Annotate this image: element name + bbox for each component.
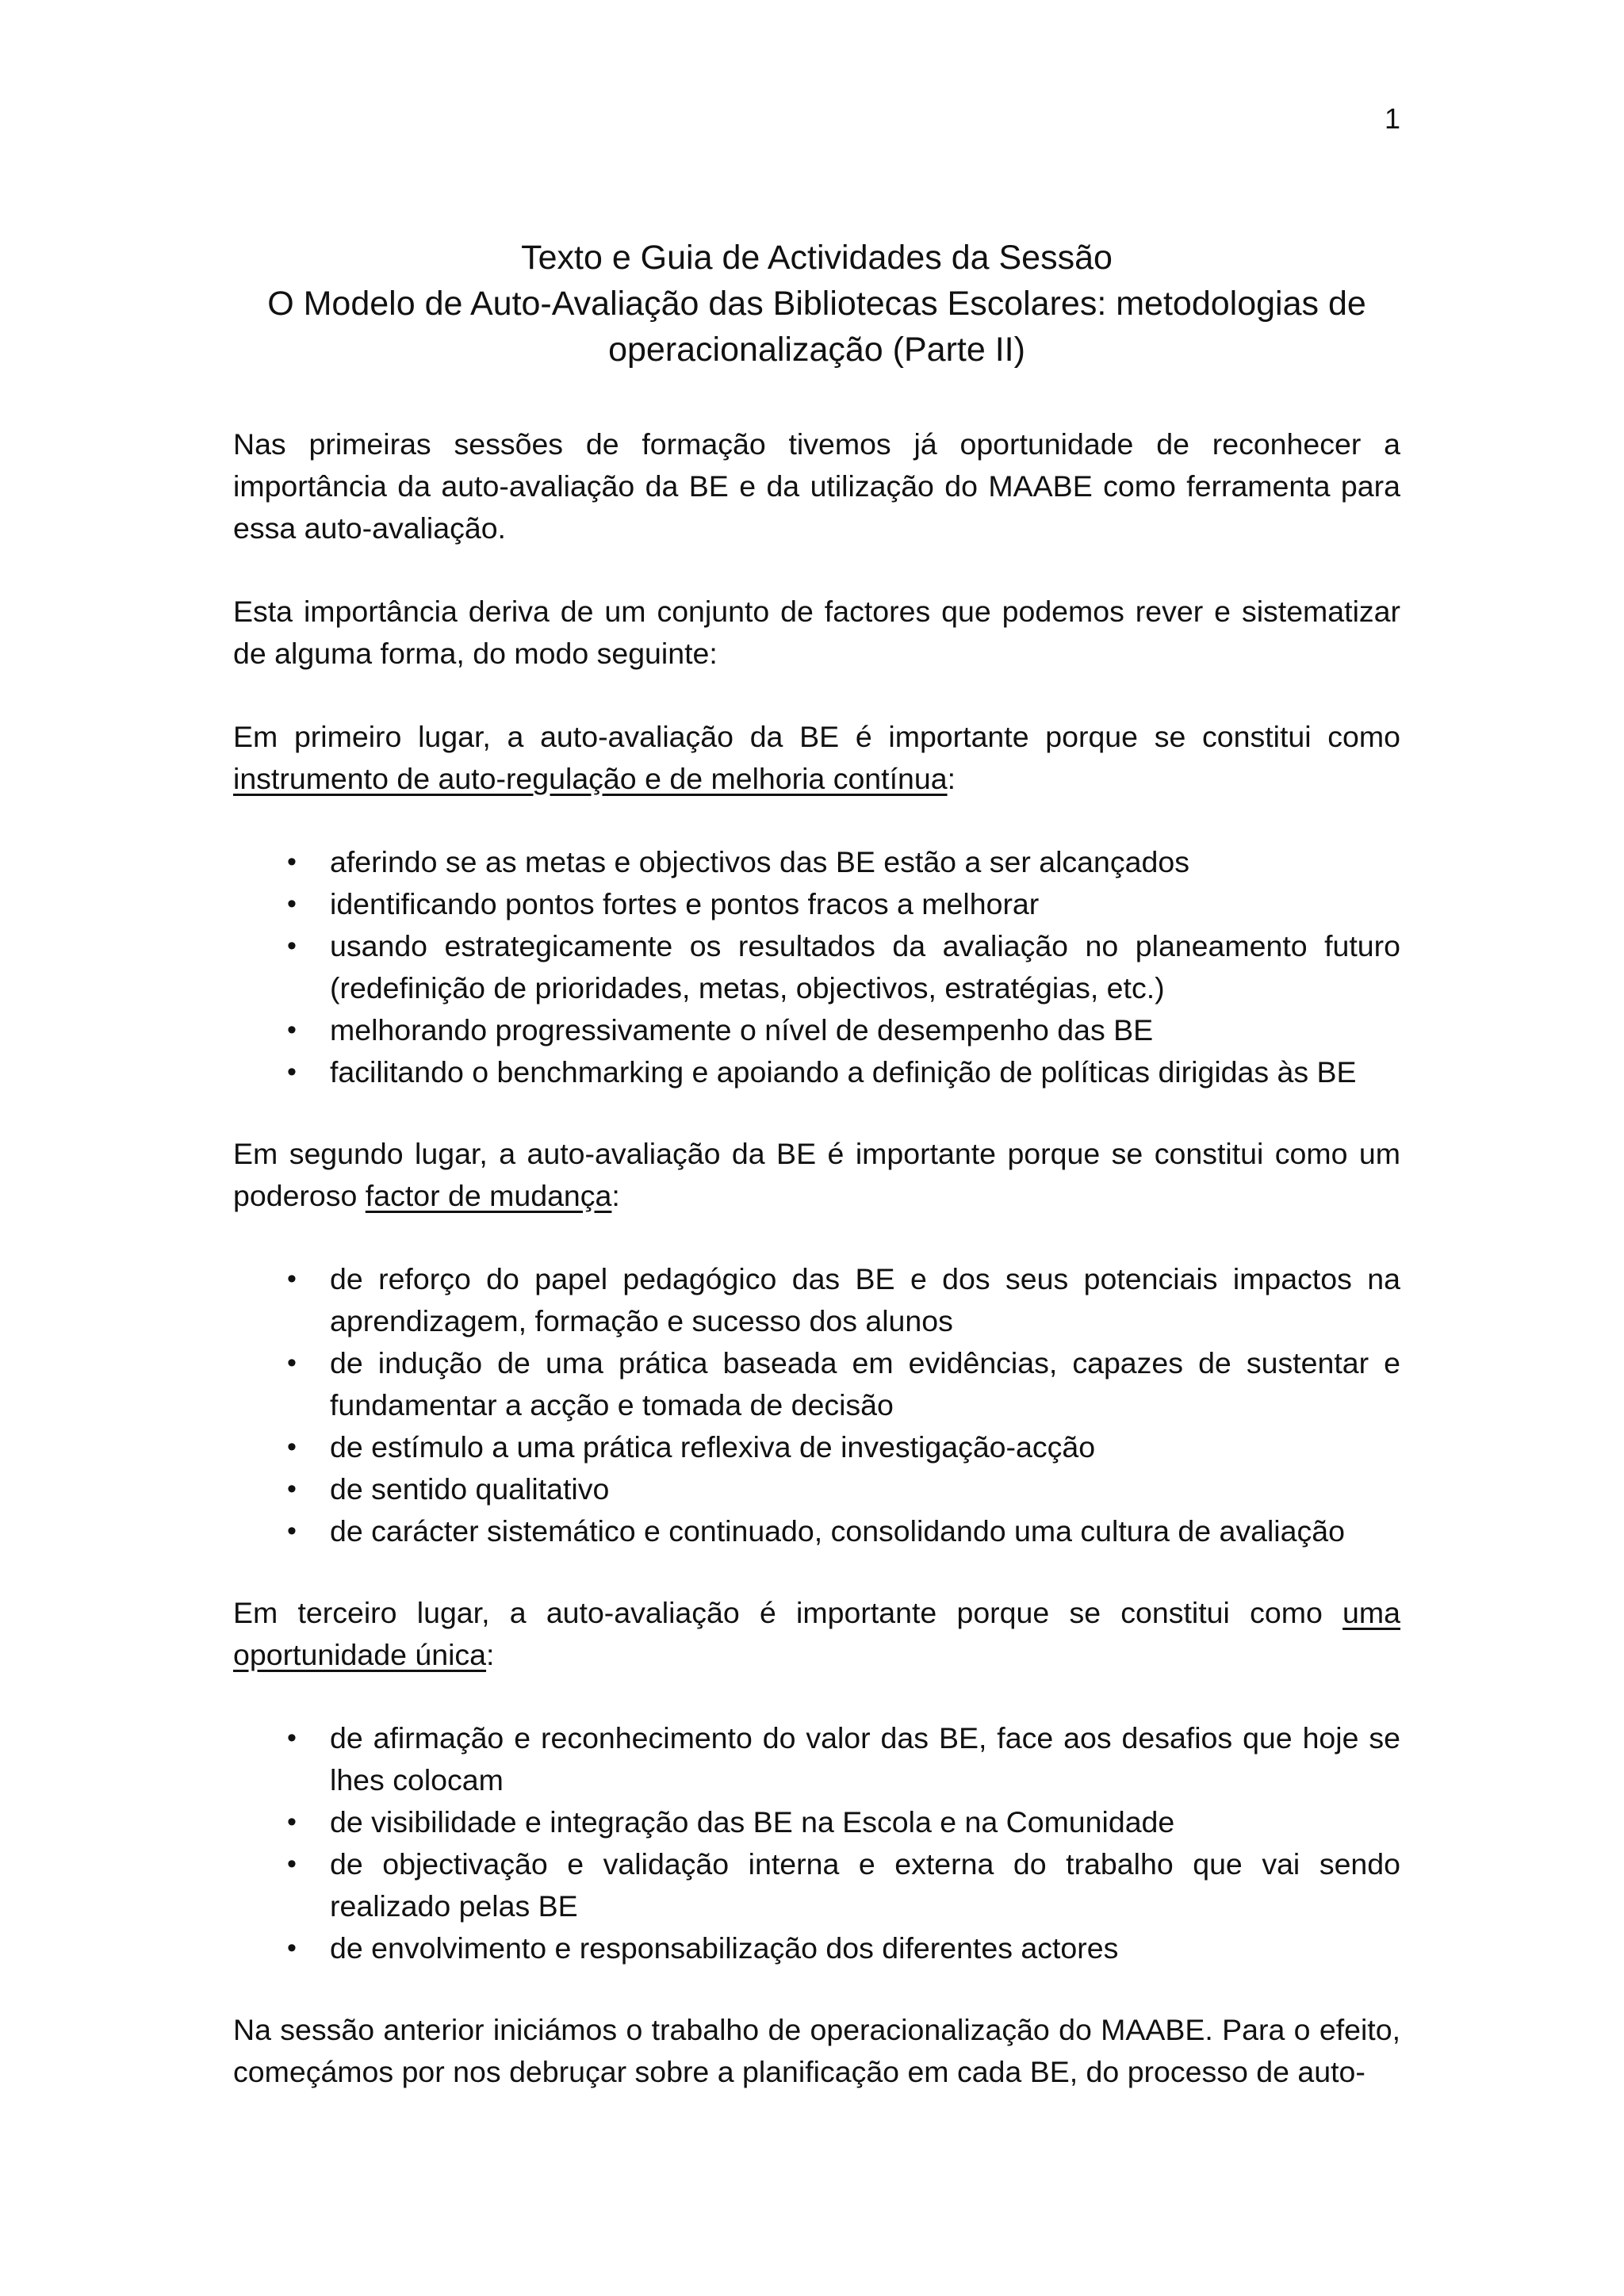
title-line-2: O Modelo de Auto-Avaliação das Bibliotecas Escolares: metodologias de <box>267 285 1366 323</box>
list-item-text: de estímulo a uma prática reflexiva de investigação-acção <box>330 1430 1096 1464</box>
list-item <box>233 841 1400 883</box>
list-item-text: usando estrategicamente os resultados da avaliação no planeamento futuro (redefinição de prioridades, metas, objectivos, estratégias, etc.) <box>330 929 1400 1004</box>
list-item <box>233 1468 1400 1510</box>
list-item <box>233 925 1400 1009</box>
second-reason-paragraph <box>233 1133 1400 1217</box>
list-item-text: de sentido qualitativo <box>330 1472 610 1506</box>
list-item-text: de afirmação e reconhecimento do valor das BE, face aos desafios que hoje se lhes colocam <box>330 1721 1400 1797</box>
second-reason-text: Em segundo lugar, a auto-avaliação da BE é importante porque se constitui como um poderoso <box>233 1137 1400 1212</box>
document-body <box>233 235 1400 2093</box>
bullet-icon: • <box>287 1723 297 1753</box>
list-item <box>233 1009 1400 1051</box>
list-item-text: aferindo se as metas e objectivos das BE estão a ser alcançados <box>330 845 1189 878</box>
list-item <box>233 1510 1400 1552</box>
list-item <box>233 1258 1400 1342</box>
third-reason-paragraph <box>233 1592 1400 1676</box>
list-item <box>233 1426 1400 1468</box>
list-item-text: de reforço do papel pedagógico das BE e dos seus potenciais impactos na aprendizagem, formação e sucesso dos alunos <box>330 1262 1400 1337</box>
bullet-list-2 <box>233 1258 1400 1552</box>
bullet-icon: • <box>287 1264 297 1294</box>
title-line-1: Texto e Guia de Actividades da Sessão <box>521 239 1113 277</box>
importance-paragraph: Esta importância deriva de um conjunto de factores que podemos rever e sistematizar de alguma forma, do modo seguinte: <box>233 595 1400 670</box>
bullet-icon: • <box>287 931 297 961</box>
list-item-text: de objectivação e validação interna e externa do trabalho que vai sendo realizado pelas BE <box>330 1847 1400 1923</box>
list-item <box>233 1927 1400 1969</box>
first-reason-paragraph <box>233 716 1400 800</box>
second-reason-colon: : <box>611 1179 620 1212</box>
bullet-icon: • <box>287 847 297 877</box>
title-line-3: operacionalização (Parte II) <box>608 331 1025 369</box>
bullet-list-3 <box>233 1717 1400 1969</box>
list-item-text: identificando pontos fortes e pontos fracos a melhorar <box>330 887 1040 920</box>
list-item-text: de carácter sistemático e continuado, consolidando uma cultura de avaliação <box>330 1514 1345 1548</box>
intro-paragraph: Nas primeiras sessões de formação tivemos já oportunidade de reconhecer a importância da auto-avaliação da BE e da utilização do MAABE como ferramenta para essa auto-avaliação. <box>233 427 1400 545</box>
list-item-text: de indução de uma prática baseada em evidências, capazes de sustentar e fundamentar a acção e tomada de decisão <box>330 1346 1400 1422</box>
page-number: 1 <box>1384 102 1400 135</box>
first-reason-underlined: instrumento de auto-regulação e de melhoria contínua <box>233 762 948 795</box>
list-item <box>233 1801 1400 1843</box>
list-item <box>233 1051 1400 1093</box>
bullet-icon: • <box>287 1807 297 1837</box>
second-reason-underlined: factor de mudança <box>365 1179 612 1212</box>
list-item-text: de envolvimento e responsabilização dos diferentes actores <box>330 1931 1119 1965</box>
list-item <box>233 1342 1400 1426</box>
bullet-list-1 <box>233 841 1400 1093</box>
bullet-icon: • <box>287 889 297 919</box>
bullet-icon: • <box>287 1516 297 1546</box>
list-item-text: facilitando o benchmarking e apoiando a definição de políticas dirigidas às BE <box>330 1055 1357 1089</box>
first-reason-colon: : <box>947 762 956 795</box>
bullet-icon: • <box>287 1849 297 1879</box>
document-title <box>233 235 1400 373</box>
bullet-icon: • <box>287 1432 297 1462</box>
bullet-icon: • <box>287 1933 297 1963</box>
list-item <box>233 1843 1400 1927</box>
list-item-text: melhorando progressivamente o nível de desempenho das BE <box>330 1013 1154 1047</box>
third-reason-underlined: uma oportunidade única <box>233 1596 1400 1671</box>
first-reason-text: Em primeiro lugar, a auto-avaliação da BE é importante porque se constitui como <box>233 720 1400 753</box>
bullet-icon: • <box>287 1015 297 1045</box>
list-item <box>233 1717 1400 1801</box>
bullet-icon: • <box>287 1057 297 1087</box>
bullet-icon: • <box>287 1474 297 1504</box>
third-reason-text: Em terceiro lugar, a auto-avaliação é importante porque se constitui como <box>233 1596 1343 1629</box>
third-reason-colon: : <box>486 1638 495 1671</box>
bullet-icon: • <box>287 1348 297 1378</box>
final-paragraph: Na sessão anterior iniciámos o trabalho de operacionalização do MAABE. Para o efeito, começámos por nos debruçar sobre a planificação em cada BE, do processo de auto- <box>233 2013 1400 2088</box>
list-item-text: de visibilidade e integração das BE na Escola e na Comunidade <box>330 1805 1175 1839</box>
list-item <box>233 883 1400 925</box>
